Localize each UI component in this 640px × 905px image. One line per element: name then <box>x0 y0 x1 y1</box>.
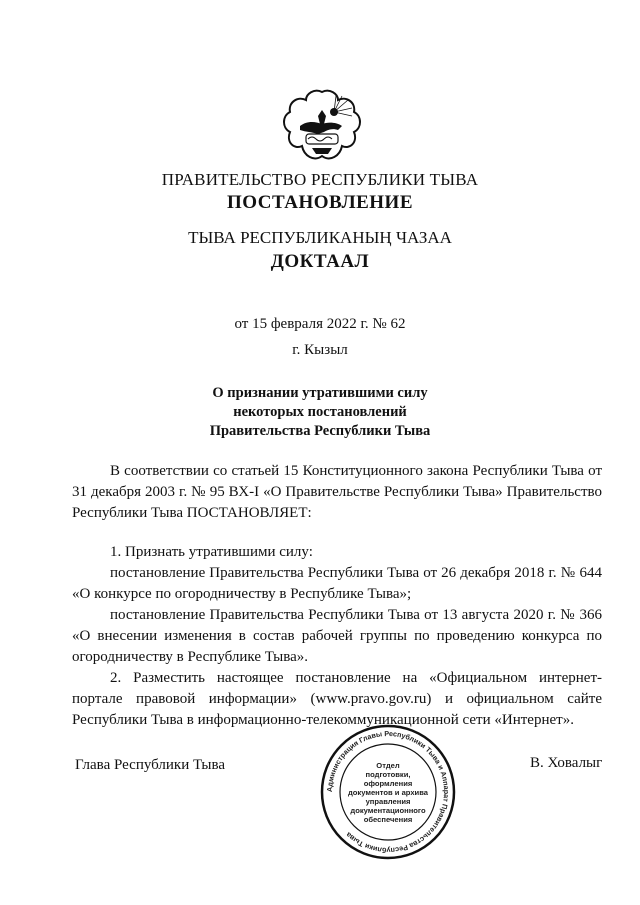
stamp-center-line: управления <box>365 797 411 806</box>
stamp-center-line: подготовки, <box>365 770 411 779</box>
signatory-name: В. Ховалыг <box>530 755 603 771</box>
signatory-position: Глава Республики Тыва <box>75 757 226 773</box>
stamp-center-line: документационного <box>350 806 426 815</box>
document-type-ru: ПОСТАНОВЛЕНИЕ <box>226 192 414 213</box>
item-1-heading: 1. Признать утратившими силу: <box>110 544 313 560</box>
document-title <box>0 384 640 441</box>
title-line: О признании утратившими силу <box>212 385 428 401</box>
stamp-ring-text: Администрация Главы Республики Тыва и Аппарат Правительства Республики Тыва <box>324 728 452 856</box>
official-stamp <box>318 722 458 862</box>
organization-name-tuv: ТЫВА РЕСПУБЛИКАНЫҢ ЧАЗАА <box>188 228 452 247</box>
resolution-items <box>72 542 602 731</box>
item-1-decree-a: постановление Правительства Республики Тыва от 26 декабря 2018 г. № 644 «О конкурсе по огородничеству в Республике Тыва»; <box>72 565 602 602</box>
stamp-center-line: документов и архива <box>347 788 429 797</box>
stamp-center-line: оформления <box>363 779 413 788</box>
stamp-center-line: обеспечения <box>363 815 413 824</box>
item-2-text: 2. Разместить настоящее постановление на «Официальном интернет-портале правовой информации» (www.pravo.gov.ru) и официальном сайте Республики Тыва в информационно-телекоммуникационной сети «Интернет». <box>72 670 602 728</box>
document-type-tuv: ДОКТААЛ <box>270 251 370 272</box>
title-line: некоторых постановлений <box>233 404 407 420</box>
document-city: г. Кызыл <box>292 342 348 358</box>
preamble-paragraph <box>72 461 602 524</box>
stamp-center-line: Отдел <box>376 761 400 770</box>
preamble-text: В соответствии со статьей 15 Конституционного закона Республики Тыва от 31 декабря 2003 г. № 95 ВХ-I «О Правительстве Республики Тыва» Правительство Республики Тыва ПОСТАНОВЛЯЕТ: <box>72 463 602 521</box>
document-date-number: от 15 февраля 2022 г. № 62 <box>234 316 406 332</box>
title-line: Правительства Республики Тыва <box>209 423 431 439</box>
item-1-decree-b: постановление Правительства Республики Тыва от 13 августа 2020 г. № 366 «О внесении изменения в состав рабочей группы по проведению конкурса по огородничеству в Республике Тыва». <box>72 607 602 665</box>
organization-name-ru: ПРАВИТЕЛЬСТВО РЕСПУБЛИКИ ТЫВА <box>161 170 479 189</box>
coat-of-arms-emblem <box>278 86 366 166</box>
